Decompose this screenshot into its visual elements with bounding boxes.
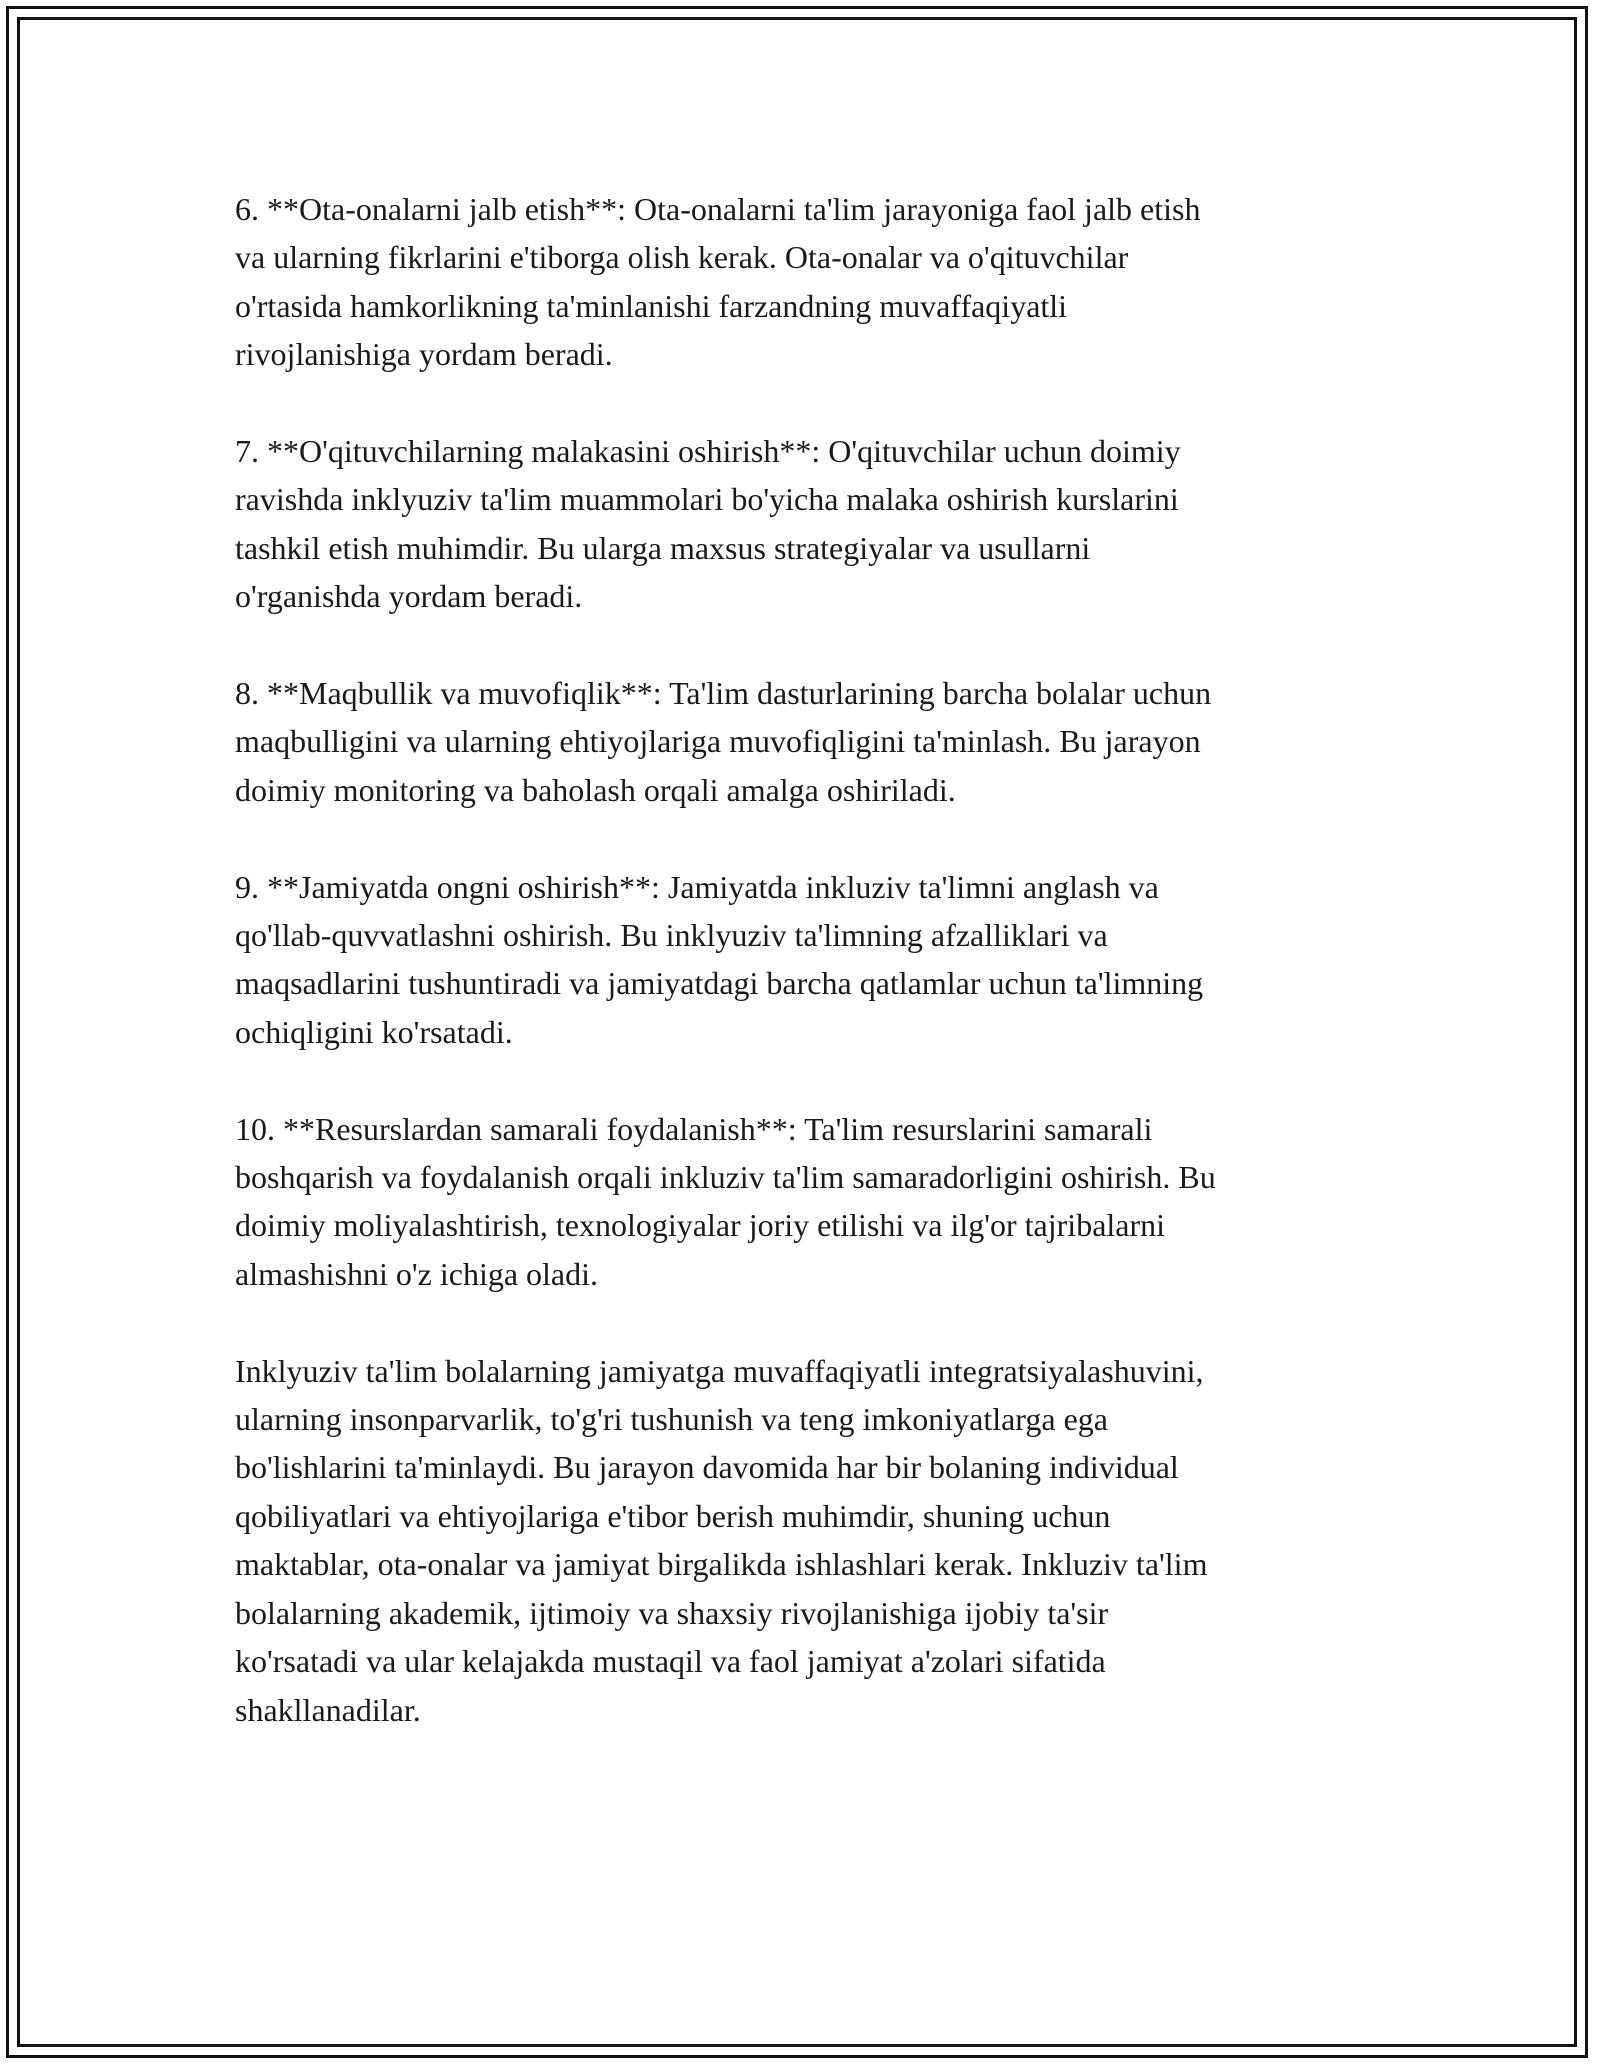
list-item-10: 10. **Resurslardan samarali foydalanish**: Ta'lim resurslarini samarali boshqarish va foydalanish orqali inkluziv ta'lim samaradorligini oshirish. Bu doimiy moliyalashtirish, texnologiyalar joriy etilishi va ilg'or tajribalarni almashishni o'z ichiga oladi. [235, 1110, 1216, 1292]
list-item-7: 7. **O'qituvchilarning malakasini oshirish**: O'qituvchilar uchun doimiy ravishda inklyuziv ta'lim muammolari bo'yicha malaka oshirish kurslarini tashkil etish muhimdir. Bu ularga maxsus strategiyalar va usullarni o'rganishda yordam beradi. [235, 433, 1181, 615]
list-item-8: 8. **Maqbullik va muvofiqlik**: Ta'lim dasturlarining barcha bolalar uchun maqbulligini va ularning ehtiyojlariga muvofiqligini ta'minlash. Bu jarayon doimiy monitoring va baholash orqali amalga oshiriladi. [235, 675, 1212, 808]
list-item-6: 6. **Ota-onalarni jalb etish**: Ota-onalarni ta'lim jarayoniga faol jalb etish va ularning fikrlarini e'tiborga olish kerak. Ota-onalar va o'qituvchilar o'rtasida hamkorlikning ta'minlanishi farzandning muvaffaqiyatli rivojlanishiga yordam beradi. [235, 191, 1201, 373]
document-body [235, 185, 1375, 1782]
conclusion-paragraph: Inklyuziv ta'lim bolalarning jamiyatga muvaffaqiyatli integratsiyalashuvini, ularning insonparvarlik, to'g'ri tushunish va teng imkoniyatlarga ega bo'lishlarini ta'minlaydi. Bu jarayon davomida har bir bolaning individual qobiliyatlari va ehtiyojlariga e'tibor berish muhimdir, shuning uchun maktablar, ota-onalar va jamiyat birgalikda ishlashlari kerak. Inkluziv ta'lim bolalarning akademik, ijtimoiy va shaxsiy rivojlanishiga ijobiy ta'sir ko'rsatadi va ular kelajakda mustaqil va faol jamiyat a'zolari sifatida shakllanadilar. [235, 1352, 1208, 1728]
list-item-9: 9. **Jamiyatda ongni oshirish**: Jamiyatda inkluziv ta'limni anglash va qo'llab-quvvatlashni oshirish. Bu inklyuziv ta'limning afzalliklari va maqsadlarini tushuntiradi va jamiyatdagi barcha qatlamlar uchun ta'limning ochiqligini ko'rsatadi. [235, 868, 1204, 1050]
